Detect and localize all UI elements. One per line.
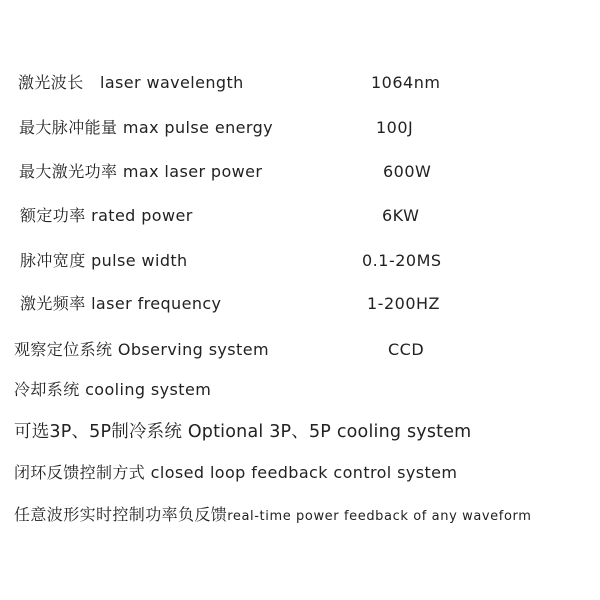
- feature-closed-loop-feedback: 闭环反馈控制方式 closed loop feedback control system: [14, 463, 458, 482]
- spec-label: 额定功率 rated power: [20, 206, 193, 225]
- feature-realtime-power-feedback: [14, 500, 532, 532]
- spec-label: 激光波长 laser wavelength: [18, 73, 244, 92]
- spec-value: 100J: [376, 118, 414, 137]
- spec-label: 观察定位系统 Observing system: [14, 340, 269, 359]
- spec-value: CCD: [388, 340, 425, 359]
- spec-label: 最大脉冲能量 max pulse energy: [19, 118, 273, 137]
- feature-text-cn: 任意波形实时控制功率负反馈: [14, 505, 228, 524]
- feature-optional-cooling: 可选3P、5P制冷系统 Optional 3P、5P cooling system: [14, 422, 472, 442]
- spec-label: 脉冲宽度 pulse width: [20, 251, 188, 270]
- spec-row-max-pulse-energy: [0, 113, 600, 143]
- spec-row-laser-wavelength: [0, 68, 600, 98]
- spec-row-laser-frequency: [0, 289, 600, 319]
- spec-row-pulse-width: [0, 246, 600, 276]
- spec-value: 1-200HZ: [367, 294, 440, 313]
- spec-row-max-laser-power: [0, 157, 600, 187]
- spec-label: 激光频率 laser frequency: [20, 294, 222, 313]
- spec-value: 0.1-20MS: [362, 251, 442, 270]
- spec-value: 1064nm: [371, 73, 441, 92]
- feature-cooling-system: 冷却系统 cooling system: [14, 380, 212, 399]
- spec-row-observing-system: [0, 335, 600, 365]
- spec-label: 最大激光功率 max laser power: [19, 162, 263, 181]
- spec-value: 600W: [383, 162, 432, 181]
- spec-row-rated-power: [0, 201, 600, 231]
- feature-text-en: real-time power feedback of any waveform: [227, 509, 532, 524]
- spec-value: 6KW: [382, 206, 420, 225]
